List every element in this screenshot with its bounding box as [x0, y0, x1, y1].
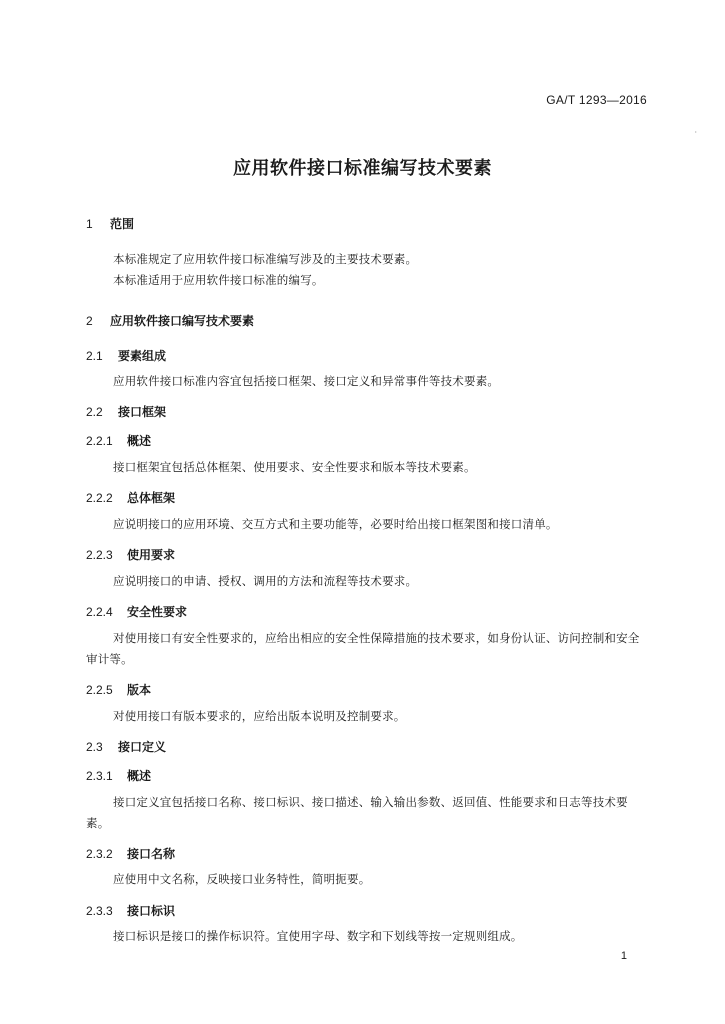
section-heading [86, 403, 166, 420]
paragraph: 应说明接口的申请、授权、调用的方法和流程等技术要求。 [113, 574, 418, 588]
section-number: 2 [86, 314, 93, 328]
section-number: 2.3 [86, 740, 103, 754]
section-title: 接口标识 [127, 904, 176, 918]
section-heading [86, 546, 175, 563]
section-heading [86, 603, 187, 620]
section-title: 版本 [127, 683, 152, 697]
paragraph: 接口定义宜包括接口名称、接口标识、接口描述、输入输出参数、返回值、性能要求和日志等技术要素。 [86, 795, 628, 830]
section-heading [86, 215, 134, 232]
margin-mark: · [694, 128, 697, 137]
standard-number: GA/T 1293—2016 [546, 93, 647, 107]
section-title: 总体框架 [127, 491, 176, 505]
section-heading [86, 845, 175, 862]
section-title: 安全性要求 [127, 605, 188, 619]
section-number: 2.2.3 [86, 548, 113, 562]
section-title: 范围 [110, 217, 135, 231]
section-heading [86, 312, 254, 329]
paragraph: 对使用接口有安全性要求的，应给出相应的安全性保障措施的技术要求，如身份认证、访问控制和安全审计等。 [86, 631, 640, 666]
section-heading [86, 902, 175, 919]
page-number: 1 [620, 950, 627, 962]
section-number: 2.3.1 [86, 769, 113, 783]
section-heading [86, 489, 175, 506]
section-number: 2.2.4 [86, 605, 113, 619]
section-title: 应用软件接口编写技术要素 [110, 314, 255, 328]
paragraph: 本标准适用于应用软件接口标准的编写。 [113, 273, 324, 287]
section-title: 概述 [127, 769, 152, 783]
section-title: 使用要求 [127, 548, 176, 562]
paragraph: 应使用中文名称，反映接口业务特性，简明扼要。 [113, 872, 371, 886]
paragraph: 应用软件接口标准内容宜包括接口框架、接口定义和异常事件等技术要素。 [113, 374, 500, 388]
section-heading [86, 681, 151, 698]
section-number: 2.3.3 [86, 904, 113, 918]
section-number: 2.3.2 [86, 847, 113, 861]
section-heading [86, 738, 166, 755]
paragraph: 接口框架宜包括总体框架、使用要求、安全性要求和版本等技术要素。 [113, 460, 476, 474]
section-heading [86, 347, 166, 364]
section-number: 1 [86, 217, 93, 231]
section-number: 2.2 [86, 405, 103, 419]
paragraph: 本标准规定了应用软件接口标准编写涉及的主要技术要素。 [113, 252, 418, 266]
section-number: 2.1 [86, 349, 103, 363]
section-title: 接口定义 [118, 740, 167, 754]
section-number: 2.2.5 [86, 683, 113, 697]
section-number: 2.2.2 [86, 491, 113, 505]
section-heading [86, 432, 151, 449]
paragraph: 对使用接口有版本要求的，应给出版本说明及控制要求。 [113, 709, 406, 723]
section-title: 接口框架 [118, 405, 167, 419]
section-title: 接口名称 [127, 847, 176, 861]
section-title: 要素组成 [118, 349, 167, 363]
document-title: 应用软件接口标准编写技术要素 [233, 158, 492, 179]
paragraph: 应说明接口的应用环境、交互方式和主要功能等，必要时给出接口框架图和接口清单。 [113, 517, 558, 531]
section-title: 概述 [127, 434, 152, 448]
section-number: 2.2.1 [86, 434, 113, 448]
paragraph: 接口标识是接口的操作标识符。宜使用字母、数字和下划线等按一定规则组成。 [113, 929, 523, 943]
section-heading [86, 767, 151, 784]
